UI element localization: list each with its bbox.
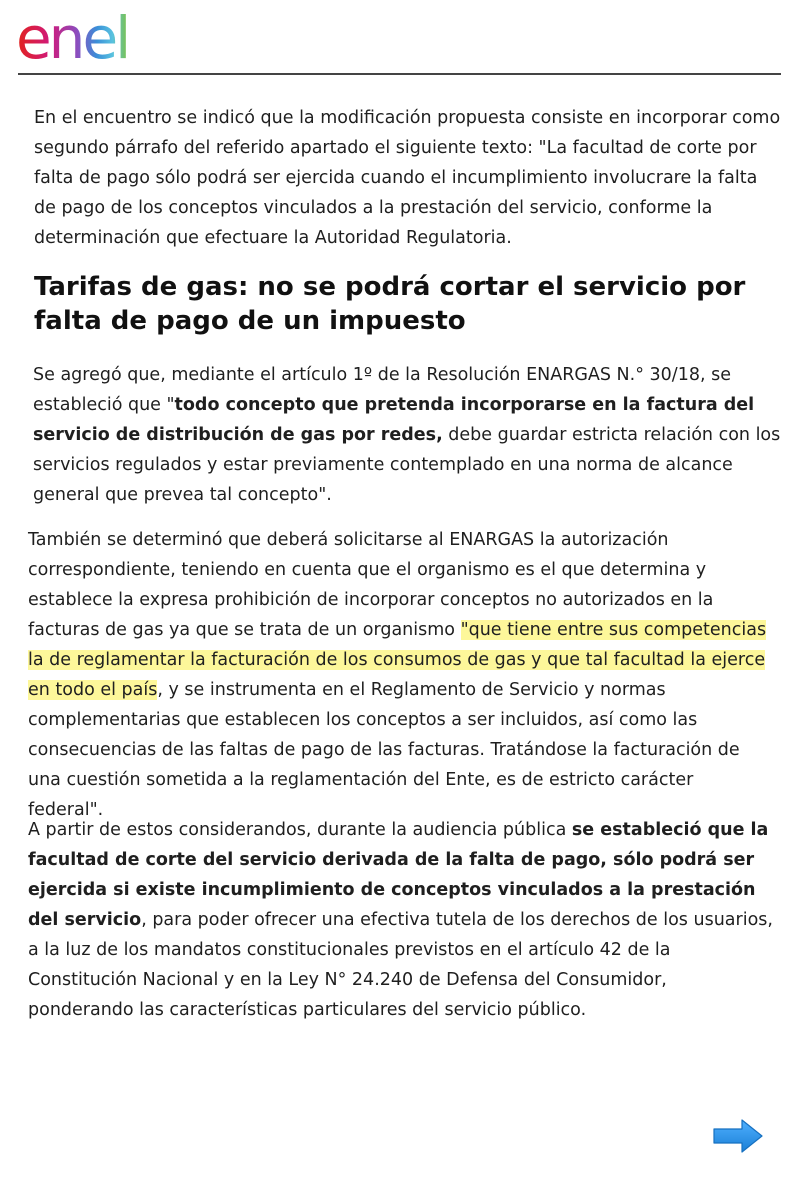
resolution-text-end: debe guardar estricta relación con los servicios regulados y estar previamente contemplado en una norma de alcance general que prevea tal concepto". [33, 425, 781, 505]
authorization-text-end: , y se instrumenta en el Reglamento de Servicio y normas complementarias que establecen los conceptos a ser incluidos, así como las consecuencias de las faltas de pago de las facturas. Tratándose la facturación de una cuestión sometida a la reglamentación del Ente, es de estricto carácter federal". [28, 680, 740, 820]
logo-wordmark: enel [16, 8, 129, 68]
article-subheading: Tarifas de gas: no se podrá cortar el servicio por falta de pago de un impuesto [34, 272, 746, 336]
conclusion-paragraph [28, 815, 773, 1025]
intro-text: En el encuentro se indicó que la modificación propuesta consiste en incorporar como segundo párrafo del referido apartado el siguiente texto: "La facultad de corte por falta de pago sólo podrá ser ejercida cuando el incumplimiento involucrare la falta de pago de los conceptos vinculados a la prestación del servicio, conforme la determinación que efectuare la Autoridad Regulatoria. [34, 108, 781, 248]
header-divider [18, 73, 781, 75]
authorization-text-start: También se determinó que deberá solicitarse al ENARGAS la autorización correspondiente, teniendo en cuenta que el organismo es el que determina y establece la expresa prohibición de incorporar conceptos no autorizados en la facturas de gas ya que se trata de un organismo [28, 530, 714, 640]
page-header [0, 0, 800, 76]
arrow-right-icon[interactable] [712, 1118, 764, 1154]
resolution-text-start: Se agregó que, mediante el artículo 1º de la Resolución ENARGAS N.° 30/18, se estableció que " [33, 365, 731, 415]
resolution-paragraph [33, 360, 782, 510]
conclusion-text-end: , para poder ofrecer una efectiva tutela de los derechos de los usuarios, a la luz de los mandatos constitucionales previstos en el artículo 42 de la Constitución Nacional y en la Ley N° 24.240 de Defensa del Consumidor, ponderando las características particulares del servicio público. [28, 910, 773, 1020]
intro-paragraph [34, 103, 782, 253]
authorization-paragraph [28, 525, 773, 825]
conclusion-text-start: A partir de estos considerandos, durante la audiencia pública [28, 820, 572, 840]
resolution-bold-text: todo concepto que pretenda incorporarse en la factura del servicio de distribución de gas por redes, [33, 395, 755, 445]
highlighted-quote: "que tiene entre sus competencias la de reglamentar la facturación de los consumos de gas y que tal facultad la ejerce en todo el país [28, 620, 767, 700]
conclusion-bold-text: se estableció que la facultad de corte del servicio derivada de la falta de pago, sólo podrá ser ejercida si existe incumplimiento de conceptos vinculados a la prestación del servicio [28, 820, 769, 930]
enel-logo[interactable] [16, 8, 172, 68]
